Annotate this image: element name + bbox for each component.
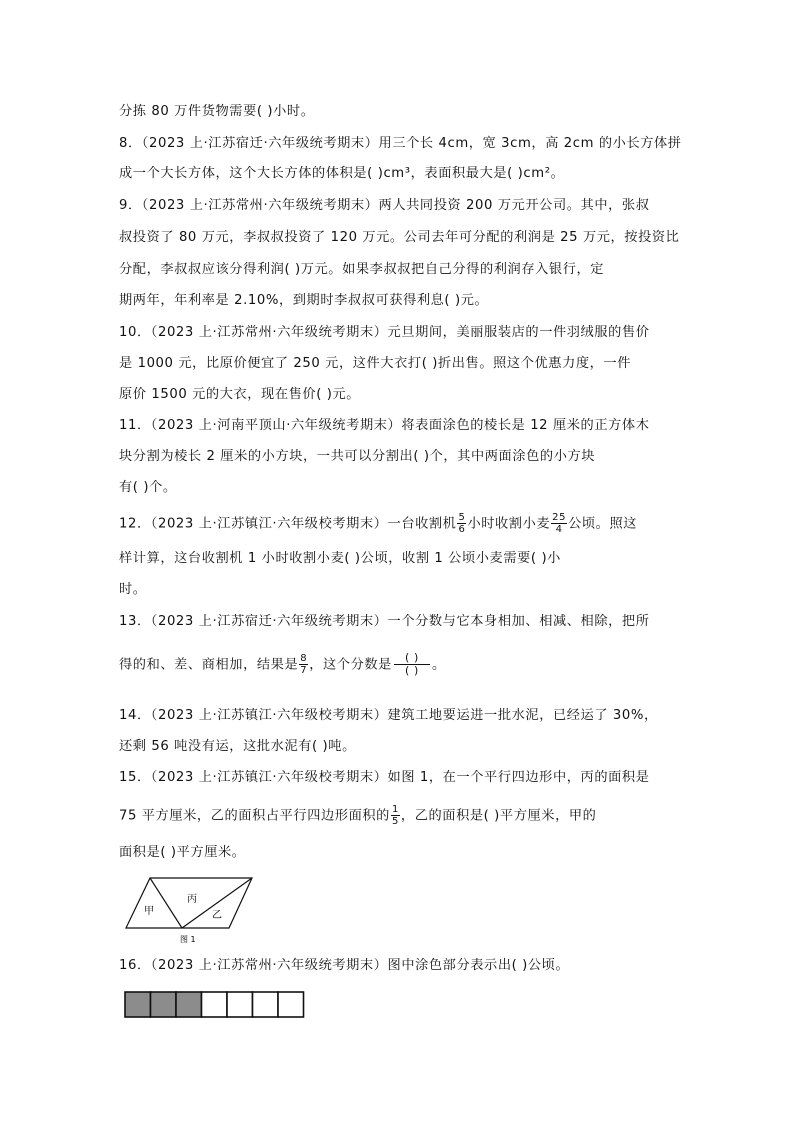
q9-line-2: 叔投资了 80 万元，李叔叔投资了 120 万元。公司去年可分配的利润是 25 万元，按投资比 (119, 230, 680, 245)
q12-fraction-hours (457, 512, 466, 535)
grid-cell-empty (227, 992, 253, 1017)
fraction-denominator: 4 (555, 524, 563, 535)
grid-cell-shaded (176, 992, 202, 1017)
q10-line-3: 原价 1500 元的大衣，现在售价( )元。 (119, 387, 361, 402)
q10-line-2: 是 1000 元，比原价便宜了 250 元，这件大衣打( )折出售。照这个优惠力度，一件 (119, 356, 632, 371)
q11-line-3: 有( )个。 (119, 480, 177, 495)
grid-cell-empty (278, 992, 304, 1017)
q8-line-2: 成一个大长方体，这个大长方体的体积是( )cm³，表面积最大是( )cm²。 (119, 166, 565, 181)
shaded-grid (123, 990, 307, 1020)
q15-text-a: 75 平方厘米，乙的面积占平行四边形面积的 (119, 808, 390, 824)
q12-fraction-hectares (551, 512, 567, 535)
q7-tail-line: 分拣 80 万件货物需要( )小时。 (119, 104, 315, 119)
q12-line-2: 样计算，这台收割机 1 小时收割小麦( )公顷，收割 1 公顷小麦需要( )小 (119, 551, 561, 566)
fraction-denominator: 5 (391, 816, 399, 827)
fraction-numerator: 1 (391, 804, 399, 815)
region-label-yi: 乙 (212, 910, 222, 921)
figure-caption: 图 1 (180, 935, 196, 944)
q12-text-c: 公顷。照这 (568, 516, 638, 532)
grid-cell-empty (253, 992, 279, 1017)
fraction-numerator: 8 (300, 653, 308, 664)
answer-denominator-blank: ( ) (405, 664, 419, 677)
q13-answer-fraction-blank[interactable] (394, 652, 430, 677)
q9-line-1: 9．（2023 上·江苏常州·六年级统考期末）两人共同投资 200 万元开公司。其中，张叔 (119, 198, 650, 213)
grid-cell-shaded (151, 992, 177, 1017)
fraction-denominator: 7 (300, 665, 308, 676)
q9-line-3: 分配，李叔叔应该分得利润( )万元。如果李叔叔把自己分得的利润存入银行，定 (119, 262, 605, 277)
q13-text-c: 。 (431, 657, 446, 673)
q8-line-1: 8．（2023 上·江苏宿迁·六年级统考期末）用三个长 4cm，宽 3cm，高 2cm 的小长方体拼 (119, 136, 682, 151)
q12-line-1 (119, 512, 637, 535)
divider-line-left (150, 878, 182, 928)
q12-text-a: 12．（2023 上·江苏镇江·六年级校考期末）一台收割机 (119, 516, 457, 532)
q10-line-1: 10．（2023 上·江苏常州·六年级统考期末）元旦期间，美丽服装店的一件羽绒服的售价 (119, 325, 650, 340)
q14-line-1: 14．（2023 上·江苏镇江·六年级校考期末）建筑工地要运进一批水泥，已经运了 30%， (119, 708, 658, 723)
region-label-jia: 甲 (144, 906, 154, 917)
q15-text-b: ，乙的面积是( )平方厘米，甲的 (400, 808, 597, 824)
q13-line-1: 13．（2023 上·江苏宿迁·六年级统考期末）一个分数与它本身相加、相减、相除，把所 (119, 614, 650, 629)
q15-line-3: 面积是( )平方厘米。 (119, 845, 246, 860)
parallelogram-figure (122, 874, 257, 946)
q13-text-a: 得的和、差、商相加，结果是 (119, 657, 299, 673)
q13-fraction-result (299, 653, 308, 676)
q9-line-4: 期两年，年利率是 2.10%，到期时李叔叔可获得利息( )元。 (119, 293, 489, 308)
fraction-numerator: 5 (458, 512, 466, 523)
answer-numerator-blank: ( ) (394, 652, 430, 665)
q12-text-b: 小时收割小麦 (467, 516, 551, 532)
q11-line-1: 11．（2023 上·河南平顶山·六年级统考期末）将表面涂色的棱长是 12 厘米的正方体木 (119, 418, 650, 433)
grid-cell-empty (202, 992, 228, 1017)
fraction-denominator: 6 (458, 524, 466, 535)
q11-line-2: 块分割为棱长 2 厘米的小方块，一共可以分割出( )个，其中两面涂色的小方块 (119, 449, 596, 464)
q13-line-2 (119, 652, 446, 677)
q14-line-2: 还剩 56 吨没有运，这批水泥有( )吨。 (119, 739, 356, 754)
grid-cell-shaded (125, 992, 151, 1017)
q16-line-1: 16．（2023 上·江苏常州·六年级统考期末）图中涂色部分表示出( )公顷。 (119, 958, 570, 973)
region-label-bing: 丙 (187, 894, 197, 905)
q12-line-3: 时。 (119, 582, 147, 597)
q13-text-b: ，这个分数是 (309, 657, 392, 673)
q15-fraction-ratio (391, 804, 400, 827)
fraction-numerator: 25 (552, 512, 567, 523)
q15-line-2 (119, 804, 596, 827)
q15-line-1: 15．（2023 上·江苏镇江·六年级校考期末）如图 1，在一个平行四边形中，丙的面积是 (119, 770, 650, 785)
